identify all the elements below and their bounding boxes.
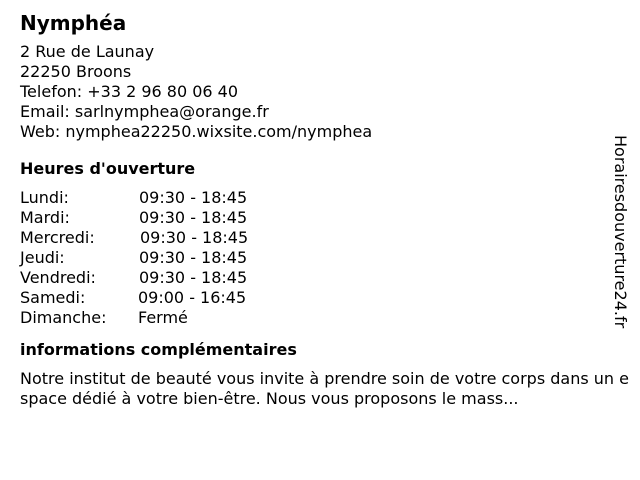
business-name: Nymphéa bbox=[20, 11, 127, 35]
address-city: 22250 Broons bbox=[20, 62, 132, 81]
time-value: 09:30 - 18:45 bbox=[139, 268, 248, 287]
hours-row bbox=[20, 248, 628, 268]
hours-row bbox=[20, 268, 628, 288]
info-description: Notre institut de beauté vous invite à prendre soin de votre corps dans un espace dédié à votre bien-être. Nous vous proposons le mass... bbox=[20, 369, 629, 408]
site-watermark: Horairesdouverture24.fr bbox=[611, 135, 630, 329]
hours-list bbox=[20, 188, 628, 328]
day-label: Lundi: bbox=[20, 188, 69, 207]
time-value: 09:30 - 18:45 bbox=[139, 248, 248, 267]
hours-title: Heures d'ouverture bbox=[20, 159, 196, 178]
listing-card bbox=[20, 10, 628, 409]
day-label: Mardi: bbox=[20, 208, 70, 227]
hours-row bbox=[20, 288, 628, 308]
hours-row bbox=[20, 188, 628, 208]
time-value: 09:00 - 16:45 bbox=[138, 288, 247, 307]
day-label: Dimanche: bbox=[20, 308, 107, 327]
address-street: 2 Rue de Launay bbox=[20, 42, 155, 61]
hours-row bbox=[20, 208, 628, 228]
day-label: Jeudi: bbox=[20, 248, 65, 267]
hours-row bbox=[20, 308, 628, 328]
time-value: 09:30 - 18:45 bbox=[140, 228, 249, 247]
info-title: informations complémentaires bbox=[20, 340, 297, 359]
time-value: Fermé bbox=[138, 308, 188, 327]
day-label: Mercredi: bbox=[20, 228, 95, 247]
time-value: 09:30 - 18:45 bbox=[139, 208, 248, 227]
time-value: 09:30 - 18:45 bbox=[139, 188, 248, 207]
day-label: Samedi: bbox=[20, 288, 86, 307]
day-label: Vendredi: bbox=[20, 268, 96, 287]
web-line[interactable]: Web: nymphea22250.wixsite.com/nymphea bbox=[20, 122, 373, 141]
hours-row bbox=[20, 228, 628, 248]
email-line[interactable]: Email: sarlnymphea@orange.fr bbox=[20, 102, 269, 121]
phone-line[interactable]: Telefon: +33 2 96 80 06 40 bbox=[20, 82, 239, 101]
